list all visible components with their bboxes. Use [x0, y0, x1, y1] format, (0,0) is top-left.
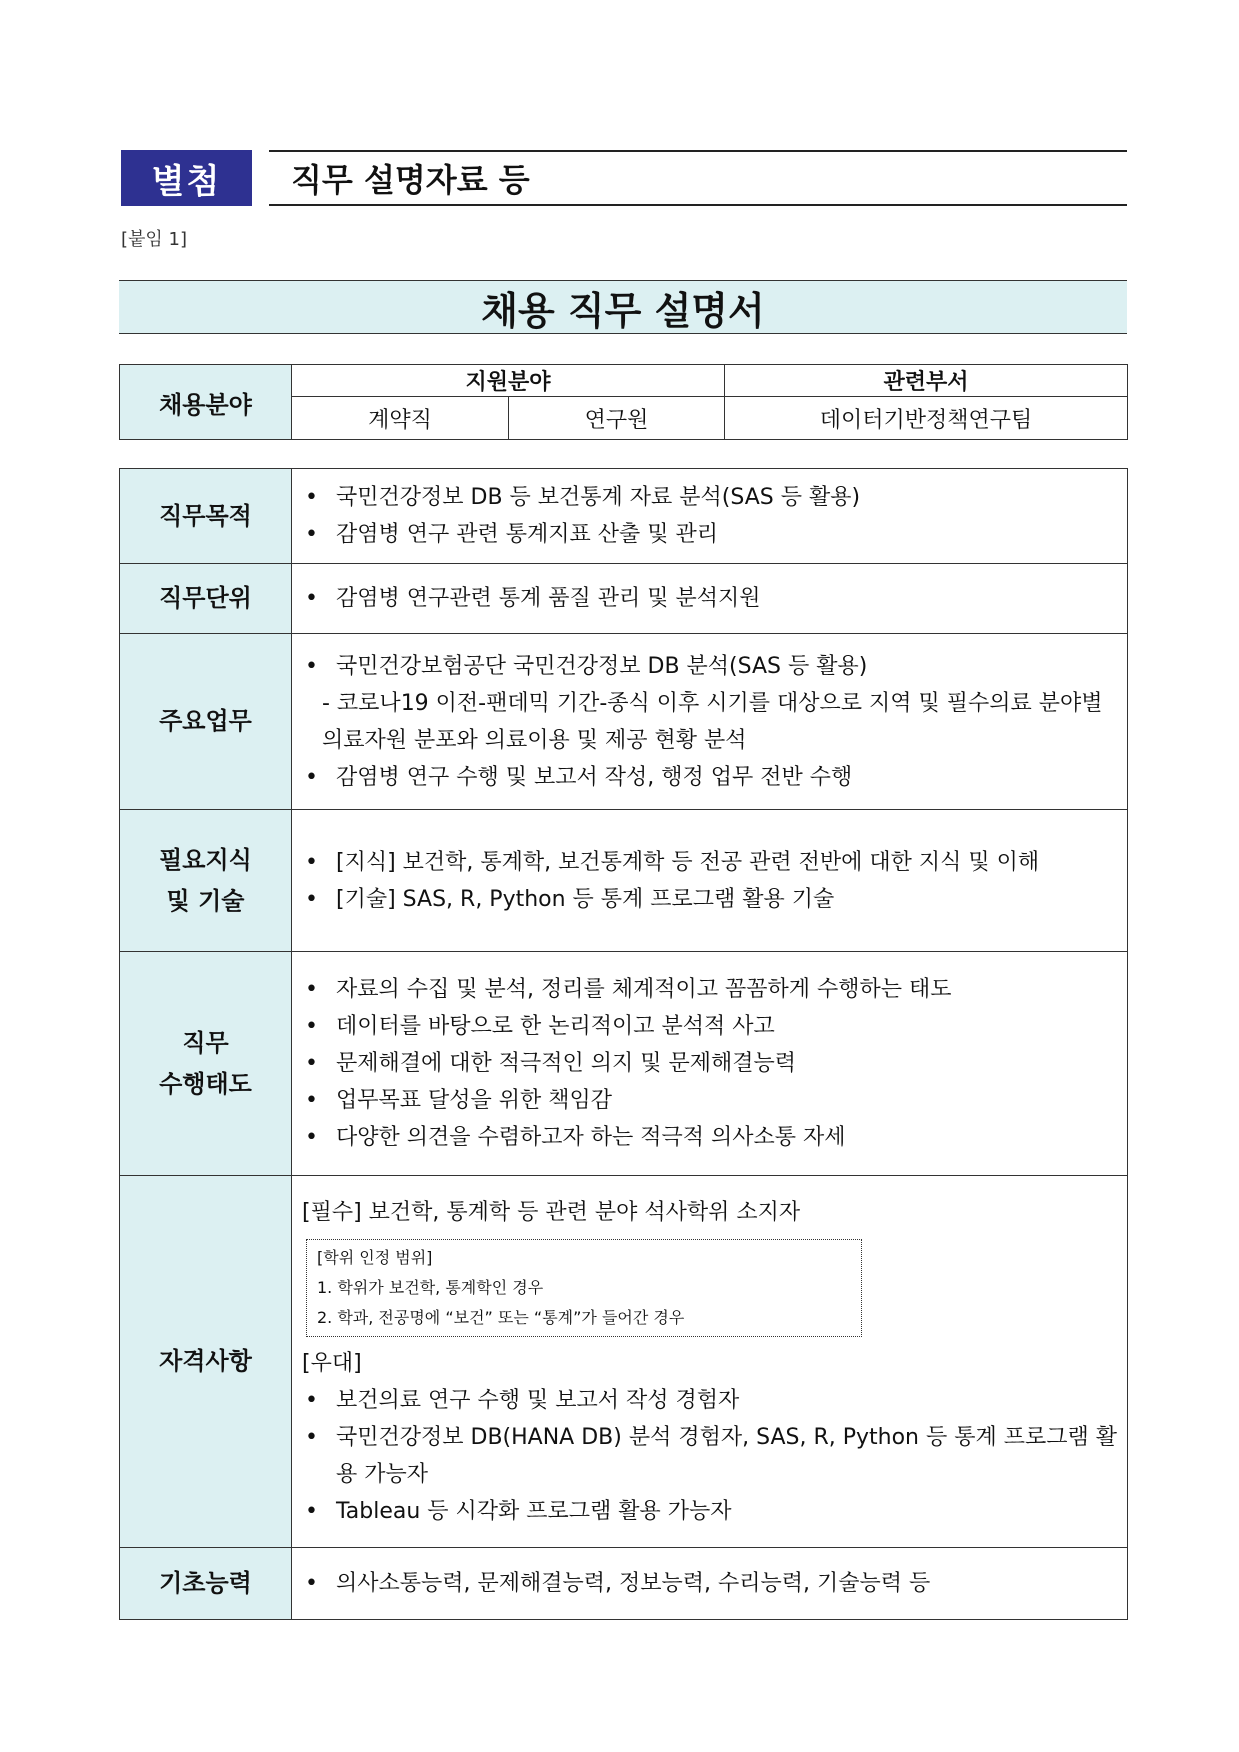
list-item: • 감염병 연구 관련 통계지표 산출 및 관리 — [302, 516, 1117, 553]
degree-scope-item: 1. 학위가 보건학, 통계학인 경우 — [317, 1277, 544, 1297]
duties-label: 주요업무 — [120, 634, 292, 810]
duties-detail: - 코로나19 이전-팬데믹 기간-종식 이후 시기를 대상으로 지역 및 필수의료 분야별 의료자원 분포와 의료이용 및 제공 현황 분석 — [322, 690, 1103, 753]
degree-scope-item: 2. 학과, 전공명에 “보건” 또는 “통계”가 들어간 경우 — [317, 1307, 685, 1327]
row-duties — [120, 634, 1128, 810]
list-item: • 의사소통능력, 문제해결능력, 정보능력, 수리능력, 기술능력 등 — [302, 1565, 1117, 1602]
list-item: • [지식] 보건학, 통계학, 보건통계학 등 전공 관련 전반에 대한 지식 및 이해 — [302, 844, 1117, 881]
appendix-badge: 별첨 — [121, 150, 252, 206]
row-basic — [120, 1548, 1128, 1620]
degree-scope-title: [학위 인정 범위] — [317, 1247, 433, 1267]
basic-label: 기초능력 — [120, 1548, 292, 1620]
list-item: • 업무목표 달성을 위한 책임감 — [302, 1082, 1117, 1119]
list-item: • [기술] SAS, R, Python 등 통계 프로그램 활용 기술 — [302, 881, 1117, 918]
attitude-label-line1: 직무 — [182, 1028, 229, 1057]
required-qualification: [필수] 보건학, 통계학 등 관련 분야 석사학위 소지자 — [302, 1199, 801, 1225]
qualification-label: 자격사항 — [120, 1176, 292, 1548]
row-purpose — [120, 469, 1128, 564]
preferred-heading: [우대] — [302, 1350, 362, 1376]
page-header — [121, 150, 1127, 206]
row-qualification — [120, 1176, 1128, 1548]
list-item: • Tableau 등 시각화 프로그램 활용 가능자 — [302, 1493, 1117, 1530]
department: 데이터기반정책연구팀 — [725, 397, 1128, 440]
related-dept-header: 관련부서 — [725, 365, 1128, 397]
support-field-header: 지원분야 — [292, 365, 725, 397]
knowledge-label-line1: 필요지식 — [159, 845, 252, 874]
knowledge-label-line2: 및 기술 — [166, 886, 245, 915]
list-item: • 자료의 수집 및 분석, 정리를 체계적이고 꼼꼼하게 수행하는 태도 — [302, 971, 1117, 1008]
list-item: • 문제해결에 대한 적극적인 의지 및 문제해결능력 — [302, 1045, 1117, 1082]
row-unit — [120, 564, 1128, 634]
recruit-field-table — [119, 364, 1128, 440]
list-item: • 국민건강정보 DB 등 보건통계 자료 분석(SAS 등 활용) — [302, 479, 1117, 516]
attitude-label-line2: 수행태도 — [159, 1069, 252, 1098]
row-knowledge — [120, 810, 1128, 952]
list-item: • 보건의료 연구 수행 및 보고서 작성 경험자 — [302, 1382, 1117, 1419]
list-item: • 감염병 연구 수행 및 보고서 작성, 행정 업무 전반 수행 — [302, 759, 1117, 796]
list-item: • 국민건강정보 DB(HANA DB) 분석 경험자, SAS, R, Python 등 통계 프로그램 활용 가능자 — [302, 1419, 1117, 1493]
list-item: • 국민건강보험공단 국민건강정보 DB 분석(SAS 등 활용) — [302, 648, 1117, 685]
attachment-label: [붙임 1] — [121, 229, 187, 250]
job-description-table — [119, 468, 1128, 1620]
header-title: 직무 설명자료 등 — [269, 150, 1127, 206]
degree-scope-box — [306, 1239, 862, 1337]
purpose-label: 직무목적 — [120, 469, 292, 564]
list-item: • 다양한 의견을 수렴하고자 하는 적극적 의사소통 자세 — [302, 1119, 1117, 1156]
document-title: 채용 직무 설명서 — [119, 280, 1127, 334]
contract-type: 계약직 — [292, 397, 509, 440]
position: 연구원 — [509, 397, 725, 440]
list-item: • 데이터를 바탕으로 한 논리적이고 분석적 사고 — [302, 1008, 1117, 1045]
unit-label: 직무단위 — [120, 564, 292, 634]
list-item: • 감염병 연구관련 통계 품질 관리 및 분석지원 — [302, 580, 1117, 617]
recruit-field-label: 채용분야 — [120, 365, 292, 440]
row-attitude — [120, 952, 1128, 1176]
